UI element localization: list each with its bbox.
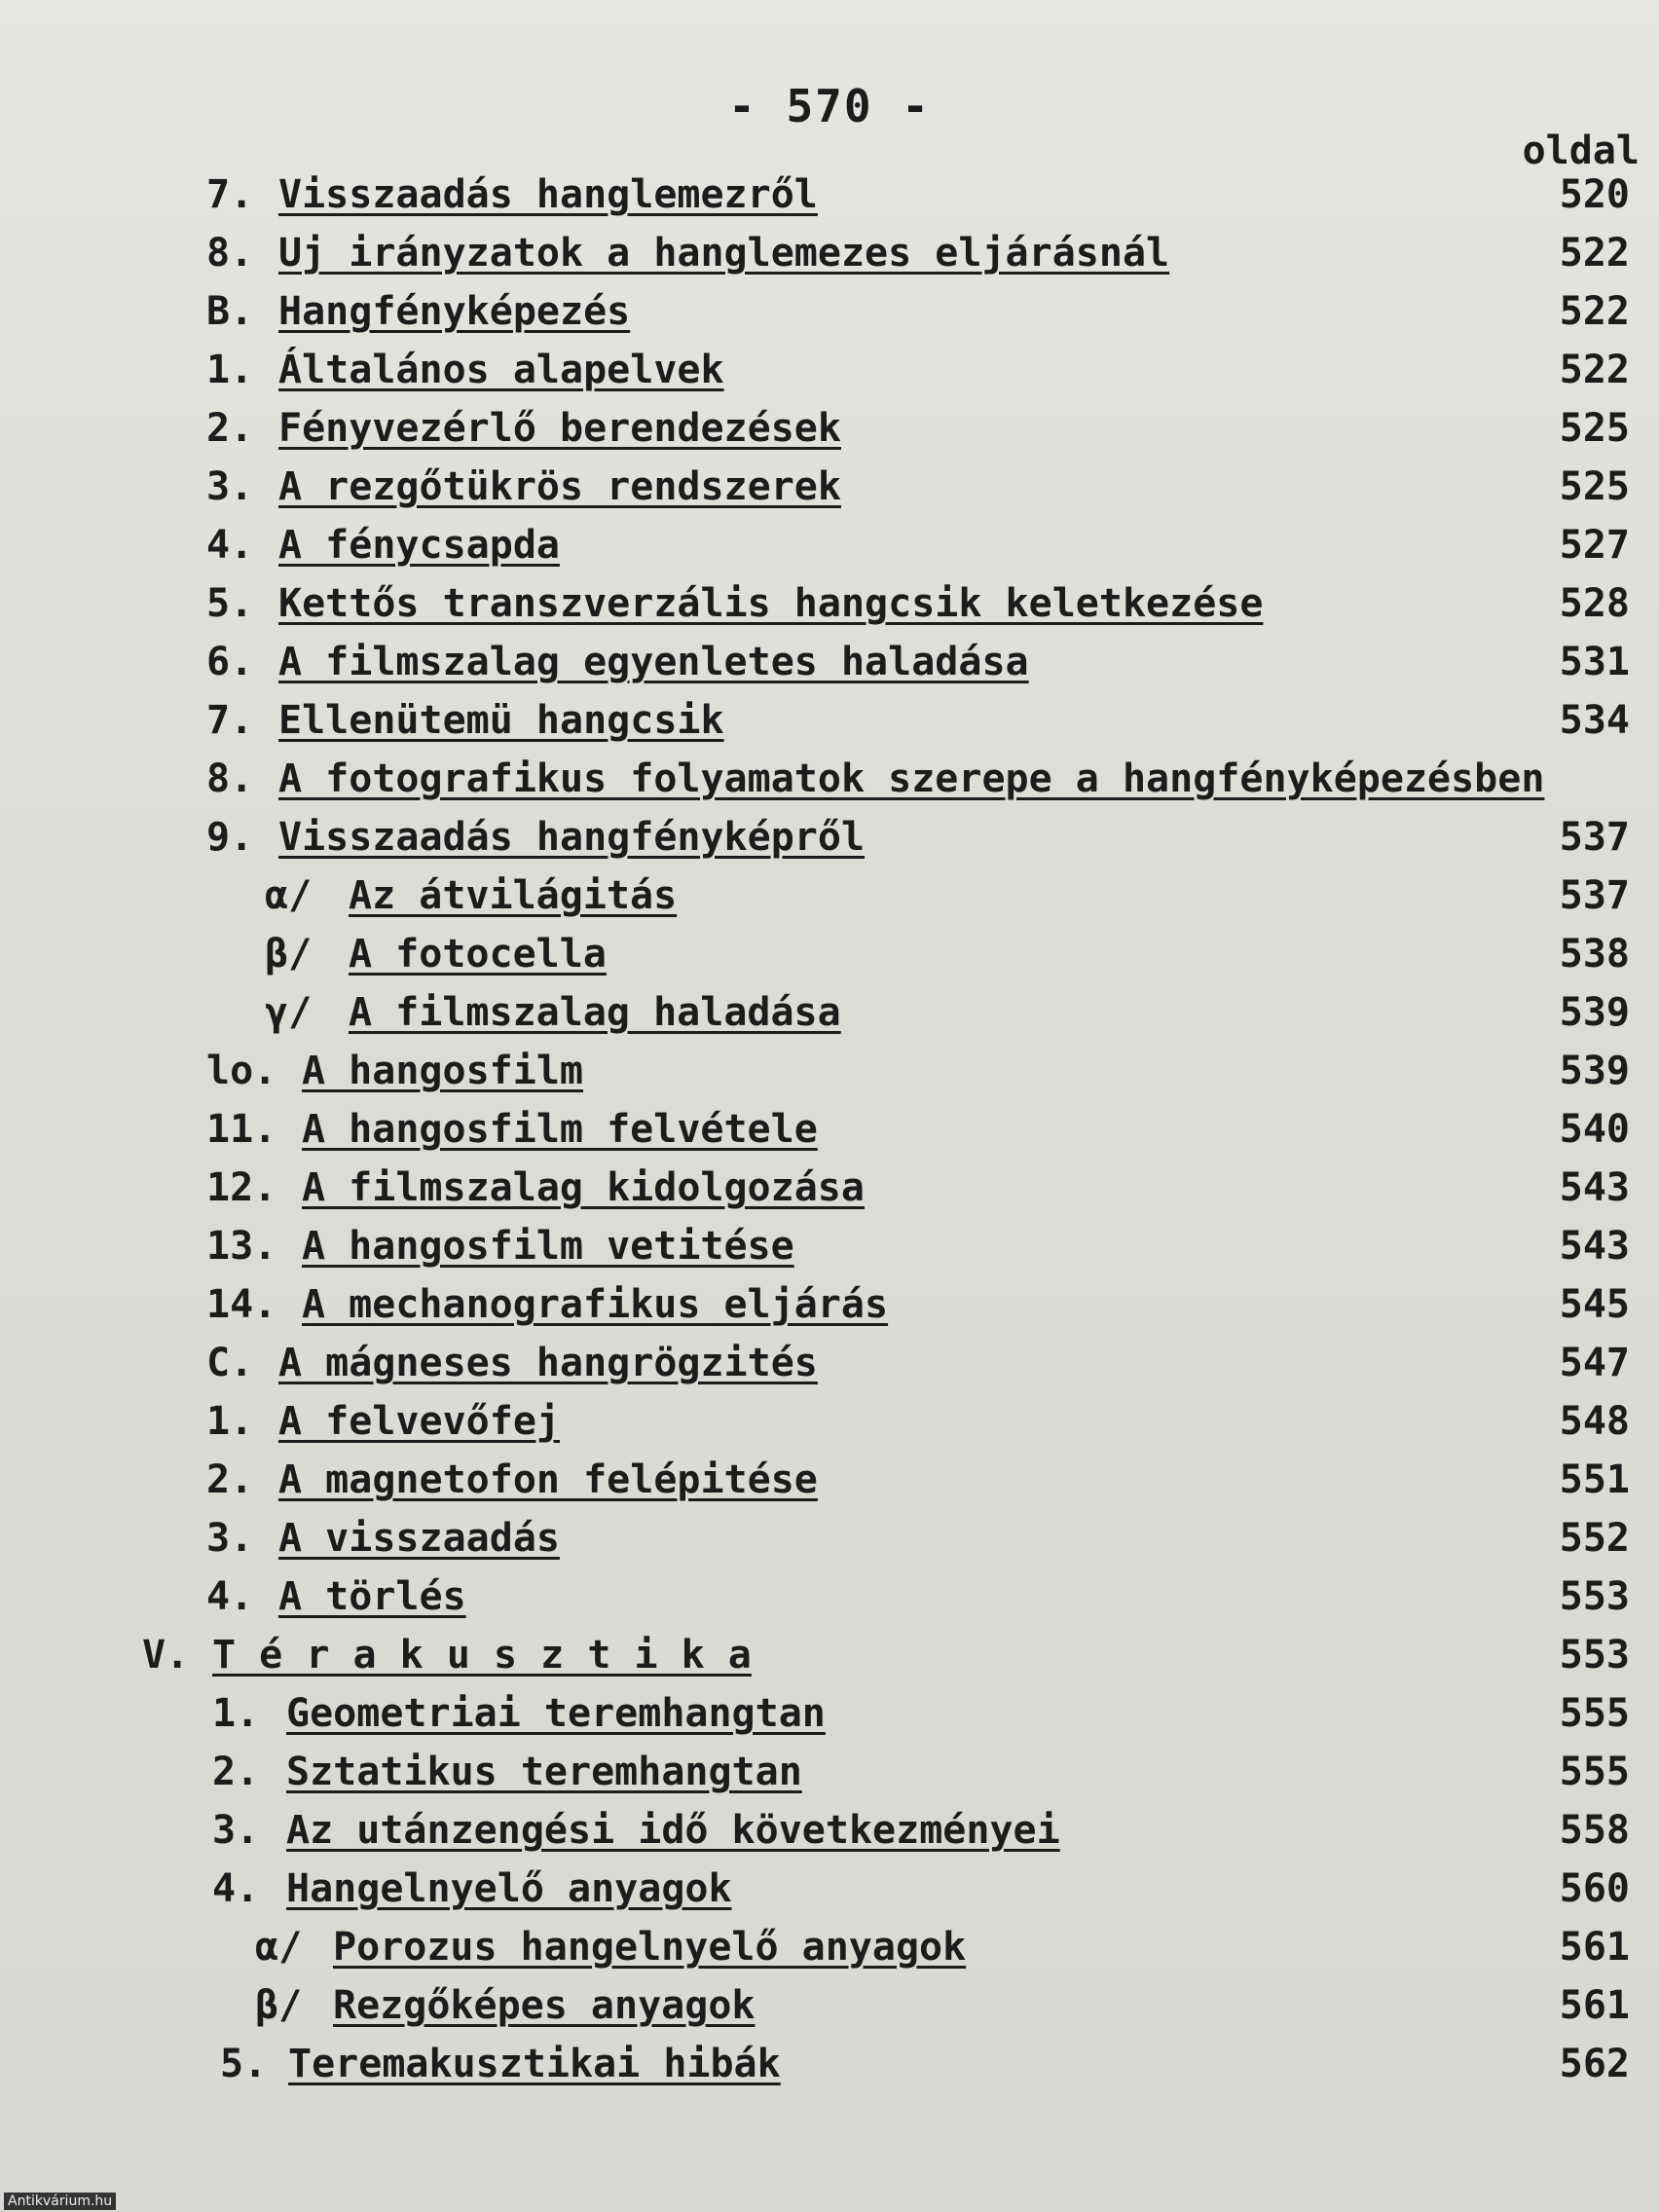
toc-title: Fényvezérlő berendezések xyxy=(278,406,841,451)
toc-page: 543 xyxy=(1559,1165,1630,1210)
toc-row xyxy=(0,399,1659,458)
toc-title: T é r a k u s z t i k a xyxy=(212,1633,752,1677)
toc-row xyxy=(0,574,1659,633)
toc-number: α/ xyxy=(265,873,313,918)
toc-page: 525 xyxy=(1559,406,1630,451)
watermark: Antikvárium.hu xyxy=(4,2193,116,2210)
toc-number: 5. xyxy=(206,581,254,626)
toc-page: 561 xyxy=(1559,1983,1630,2028)
toc-number: V. xyxy=(142,1633,190,1677)
toc-number: 11. xyxy=(206,1107,277,1152)
toc-title: A hangosfilm felvétele xyxy=(302,1107,818,1152)
toc-number: β/ xyxy=(265,932,313,977)
toc-title: A törlés xyxy=(278,1574,466,1619)
toc-title: A fénycsapda xyxy=(278,523,560,568)
toc-page: 553 xyxy=(1559,1633,1630,1677)
toc-number: 2. xyxy=(206,1457,254,1502)
toc-number: 4. xyxy=(212,1866,260,1911)
toc-row xyxy=(0,1217,1659,1275)
toc-page: 538 xyxy=(1559,932,1630,977)
toc-row xyxy=(0,1334,1659,1392)
toc-title: Hangfényképezés xyxy=(278,289,631,334)
toc-row xyxy=(0,925,1659,983)
page-number: - 570 - xyxy=(728,80,931,132)
toc-page: 540 xyxy=(1559,1107,1630,1152)
toc-page: 562 xyxy=(1559,2042,1630,2086)
toc-page: 555 xyxy=(1559,1750,1630,1794)
toc-title: Uj irányzatok a hanglemezes eljárásnál xyxy=(278,231,1170,276)
toc-number: 3. xyxy=(212,1808,260,1853)
toc-row xyxy=(0,1509,1659,1567)
toc-page: 534 xyxy=(1559,698,1630,743)
toc-number: 5. xyxy=(220,2042,268,2086)
toc-title: Az utánzengési idő következményei xyxy=(286,1808,1060,1853)
toc-page: 547 xyxy=(1559,1341,1630,1385)
toc-row xyxy=(0,750,1659,808)
toc-title: A hangosfilm xyxy=(302,1049,583,1093)
toc-page: 522 xyxy=(1559,348,1630,392)
toc-number: C. xyxy=(206,1341,254,1385)
toc-number: γ/ xyxy=(265,990,313,1035)
toc-row xyxy=(0,1042,1659,1100)
toc-row xyxy=(0,1801,1659,1860)
toc-title: Rezgőképes anyagok xyxy=(333,1983,756,2028)
toc-number: α/ xyxy=(255,1925,303,1970)
toc-number: 9. xyxy=(206,815,254,860)
toc-title: Általános alapelvek xyxy=(278,348,724,392)
toc-number: 7. xyxy=(206,698,254,743)
toc-number: 4. xyxy=(206,523,254,568)
toc-page: 528 xyxy=(1559,581,1630,626)
toc-title: A hangosfilm vetitése xyxy=(302,1224,794,1269)
toc-number: 1. xyxy=(212,1691,260,1736)
toc-page: 552 xyxy=(1559,1516,1630,1561)
toc-title: A visszaadás xyxy=(278,1516,560,1561)
toc-title: A rezgőtükrös rendszerek xyxy=(278,464,841,509)
toc-row xyxy=(0,1626,1659,1684)
toc-title: A magnetofon felépitése xyxy=(278,1457,818,1502)
toc-row xyxy=(0,166,1659,224)
toc-row xyxy=(0,224,1659,282)
toc-number: 6. xyxy=(206,640,254,684)
toc-page: 537 xyxy=(1559,815,1630,860)
toc-row xyxy=(0,516,1659,574)
toc-title: Porozus hangelnyelő anyagok xyxy=(333,1925,967,1970)
toc-row xyxy=(0,1684,1659,1743)
toc-page: 527 xyxy=(1559,523,1630,568)
toc-page: 545 xyxy=(1559,1282,1630,1327)
toc-number: 8. xyxy=(206,231,254,276)
toc-row xyxy=(0,866,1659,925)
toc-number: β/ xyxy=(255,1983,303,2028)
toc-page: 560 xyxy=(1559,1866,1630,1911)
toc-row xyxy=(0,1976,1659,2035)
page-column-header: oldal xyxy=(1522,129,1640,173)
toc-number: 1. xyxy=(206,348,254,392)
toc-title: A fotocella xyxy=(349,932,607,977)
toc-title: A felvevőfej xyxy=(278,1399,560,1444)
toc-page: 522 xyxy=(1559,231,1630,276)
toc-page: 539 xyxy=(1559,990,1630,1035)
toc-number: 2. xyxy=(212,1750,260,1794)
toc-number: 3. xyxy=(206,464,254,509)
toc-page: 543 xyxy=(1559,1224,1630,1269)
toc-row xyxy=(0,1743,1659,1801)
toc-row xyxy=(0,458,1659,516)
toc-page: 525 xyxy=(1559,464,1630,509)
toc-row xyxy=(0,1918,1659,1976)
toc-page: 555 xyxy=(1559,1691,1630,1736)
toc-page: 558 xyxy=(1559,1808,1630,1853)
toc-row xyxy=(0,2035,1659,2093)
toc-page: 520 xyxy=(1559,172,1630,217)
toc-number: 3. xyxy=(206,1516,254,1561)
toc-title: A fotografikus folyamatok szerepe a hangfényképezésben xyxy=(278,756,1545,801)
toc-number: 1. xyxy=(206,1399,254,1444)
toc-title: Visszaadás hangfényképről xyxy=(278,815,866,860)
toc-row xyxy=(0,1860,1659,1918)
toc-number: B. xyxy=(206,289,254,334)
toc-row xyxy=(0,1100,1659,1159)
toc-title: A filmszalag egyenletes haladása xyxy=(278,640,1029,684)
toc-row xyxy=(0,633,1659,691)
toc-row xyxy=(0,1159,1659,1217)
toc-row xyxy=(0,1451,1659,1509)
toc-row xyxy=(0,341,1659,399)
toc-title: A mechanografikus eljárás xyxy=(302,1282,889,1327)
toc-title: Hangelnyelő anyagok xyxy=(286,1866,732,1911)
toc-row xyxy=(0,983,1659,1042)
toc-page: 539 xyxy=(1559,1049,1630,1093)
toc-title: Kettős transzverzális hangcsik keletkezése xyxy=(278,581,1264,626)
toc-number: 8. xyxy=(206,756,254,801)
toc-title: A filmszalag haladása xyxy=(349,990,841,1035)
toc-page: 522 xyxy=(1559,289,1630,334)
toc-title: A mágneses hangrögzités xyxy=(278,1341,818,1385)
toc-title: Ellenütemü hangcsik xyxy=(278,698,724,743)
toc-title: Az átvilágitás xyxy=(349,873,678,918)
toc-title: Geometriai teremhangtan xyxy=(286,1691,826,1736)
toc-page: 553 xyxy=(1559,1574,1630,1619)
toc-title: A filmszalag kidolgozása xyxy=(302,1165,865,1210)
toc-number: 2. xyxy=(206,406,254,451)
toc-number: lo. xyxy=(206,1049,277,1093)
toc-row xyxy=(0,1392,1659,1451)
toc-title: Sztatikus teremhangtan xyxy=(286,1750,802,1794)
toc-page: 561 xyxy=(1559,1925,1630,1970)
toc-row xyxy=(0,1275,1659,1334)
toc-title: Visszaadás hanglemezről xyxy=(278,172,818,217)
toc-row xyxy=(0,282,1659,341)
toc-row xyxy=(0,1567,1659,1626)
toc-page: 537 xyxy=(1559,873,1630,918)
toc-number: 7. xyxy=(206,172,254,217)
toc-number: 14. xyxy=(206,1282,277,1327)
toc-title: Teremakusztikai hibák xyxy=(288,2042,781,2086)
toc-page: 551 xyxy=(1559,1457,1630,1502)
toc-number: 4. xyxy=(206,1574,254,1619)
toc-page: 548 xyxy=(1559,1399,1630,1444)
toc-number: 13. xyxy=(206,1224,277,1269)
toc-row xyxy=(0,691,1659,750)
toc-page: 531 xyxy=(1559,640,1630,684)
toc-number: 12. xyxy=(206,1165,277,1210)
toc-row xyxy=(0,808,1659,866)
